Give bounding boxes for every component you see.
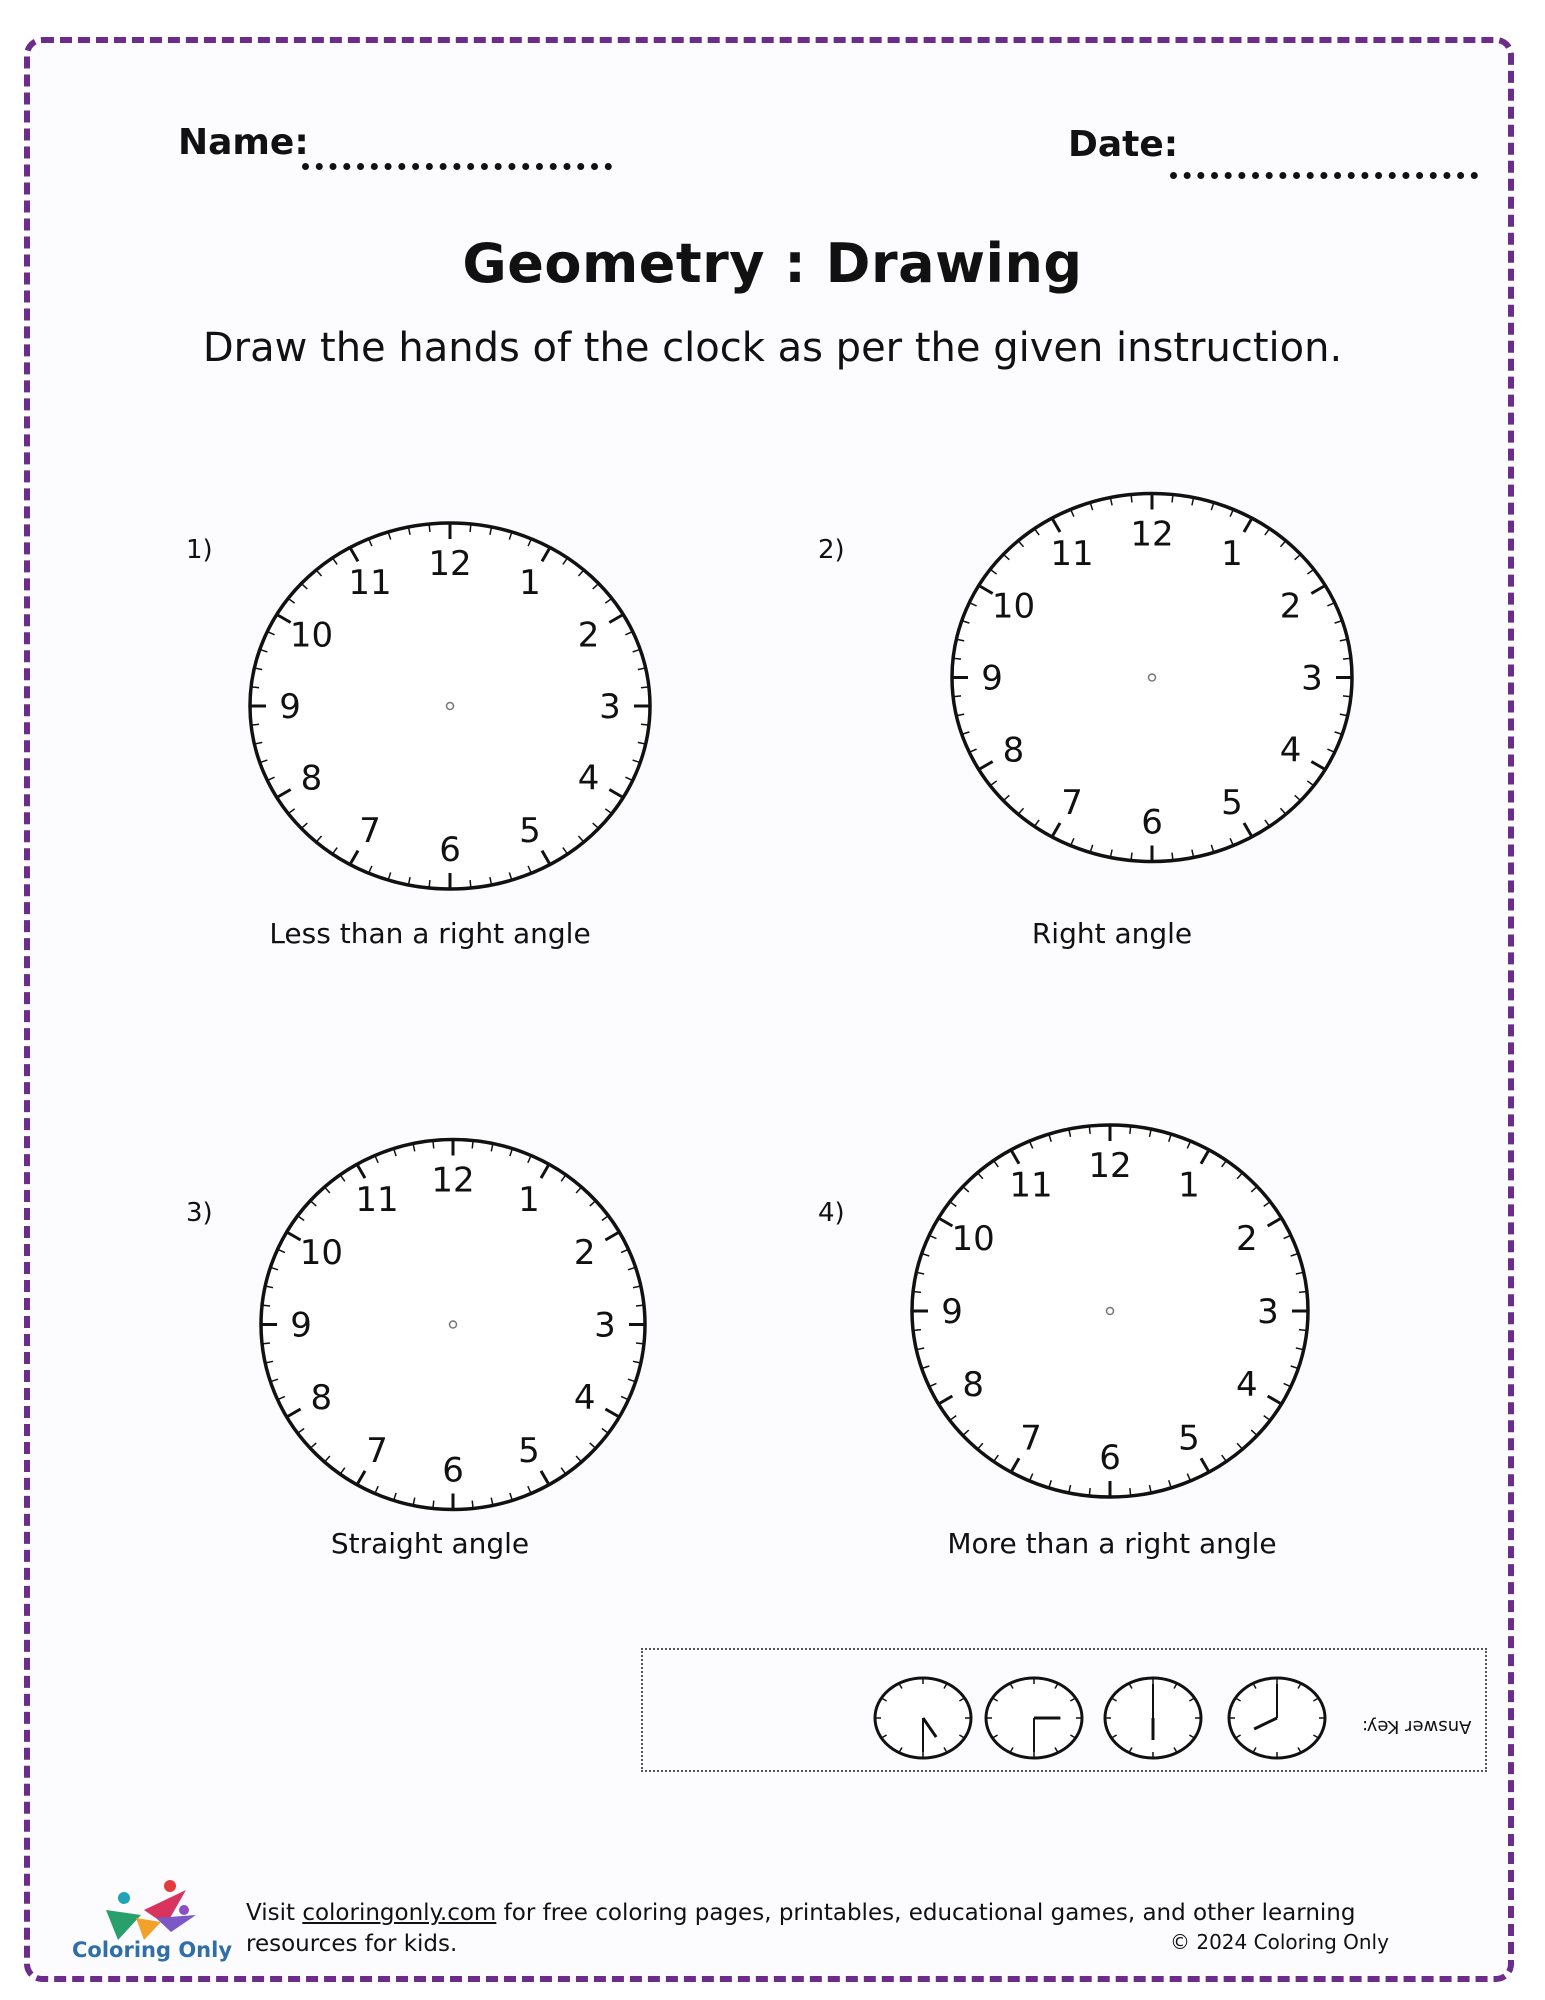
clock-number-11: 11	[348, 563, 392, 604]
minute-tick	[953, 658, 961, 659]
minute-tick	[641, 724, 649, 725]
question-caption-3: Straight angle	[330, 1527, 530, 1560]
answer-key-box	[641, 1648, 1487, 1772]
clock-number-6: 6	[1099, 1438, 1121, 1478]
minute-tick	[1131, 853, 1132, 861]
answer-key-title: Answer Key:	[1361, 1716, 1471, 1737]
question-caption-1: Less than a right angle	[269, 917, 591, 950]
minute-tick	[913, 1292, 921, 1293]
minute-tick	[636, 1343, 644, 1344]
name-field[interactable]	[302, 163, 612, 170]
name-label: Name:	[178, 122, 309, 163]
question-number-2: 2)	[818, 535, 845, 565]
clock-number-10: 10	[991, 586, 1036, 627]
clock-number-3: 3	[594, 1305, 616, 1346]
clock-number-3: 3	[1257, 1292, 1279, 1332]
clock-number-10: 10	[951, 1219, 995, 1259]
minute-tick	[251, 724, 259, 725]
clock-number-5: 5	[1221, 783, 1243, 824]
clock-number-9: 9	[981, 658, 1003, 699]
clock-number-8: 8	[310, 1378, 333, 1418]
clock-number-2: 2	[1279, 586, 1302, 627]
clock-number-2: 2	[577, 615, 600, 656]
minute-tick	[1172, 495, 1173, 503]
minute-tick	[1343, 658, 1351, 659]
clock-number-2: 2	[573, 1233, 596, 1273]
clock-number-6: 6	[439, 830, 461, 870]
minute-tick	[913, 1330, 921, 1331]
clock-number-10: 10	[299, 1233, 343, 1273]
coloringonly-link[interactable]: coloringonly.com	[302, 1900, 497, 1926]
clock-number-1: 1	[1221, 533, 1243, 574]
clock-number-9: 9	[279, 687, 301, 727]
clock-number-7: 7	[359, 810, 381, 851]
clock-number-2: 2	[1236, 1219, 1258, 1259]
clock-number-10: 10	[289, 615, 334, 656]
clock-number-9: 9	[941, 1292, 963, 1332]
clock-number-5: 5	[519, 810, 541, 851]
clock-number-8: 8	[1002, 730, 1025, 771]
clock-number-1: 1	[1178, 1165, 1200, 1206]
date-label: Date:	[1068, 124, 1179, 165]
clock-number-5: 5	[1178, 1418, 1200, 1459]
minute-tick	[262, 1305, 270, 1306]
clock-number-6: 6	[1141, 802, 1163, 843]
minute-tick	[470, 880, 471, 888]
minute-tick	[636, 1305, 644, 1306]
date-field[interactable]	[1170, 172, 1478, 179]
minute-tick	[1343, 696, 1351, 697]
minute-tick	[1089, 1488, 1090, 1496]
clock-face-4[interactable]	[908, 1122, 1312, 1500]
clock-number-11: 11	[355, 1179, 399, 1220]
instruction-text: Draw the hands of the clock as per the given instruction.	[202, 325, 1343, 371]
page-title: Geometry : Drawing	[462, 232, 1083, 295]
answer-clock-3	[1101, 1674, 1205, 1762]
clock-number-11: 11	[1050, 533, 1094, 574]
minute-tick	[429, 880, 430, 888]
brand-name: Coloring Only	[72, 1938, 233, 1962]
minute-tick	[953, 696, 961, 697]
clock-number-7: 7	[1020, 1418, 1042, 1459]
clock-number-8: 8	[962, 1365, 984, 1405]
clock-number-1: 1	[519, 563, 541, 604]
clock-number-7: 7	[366, 1431, 388, 1472]
question-caption-2: Right angle	[1031, 917, 1193, 950]
question-number-3: 3)	[186, 1198, 213, 1228]
clock-number-7: 7	[1061, 783, 1083, 824]
clock-number-4: 4	[573, 1378, 596, 1418]
footer-text: Visit coloringonly.com for free coloring pages, printables, educational games, and other learning resources for kids.	[246, 1900, 1356, 1957]
minute-tick	[1299, 1292, 1307, 1293]
clock-number-12: 12	[1088, 1146, 1132, 1186]
clock-number-8: 8	[300, 758, 323, 799]
minute-tick	[262, 1343, 270, 1344]
clock-number-3: 3	[599, 687, 621, 727]
clock-number-6: 6	[442, 1450, 464, 1491]
minute-tick	[251, 687, 259, 688]
minute-tick	[472, 1141, 473, 1149]
minute-tick	[1172, 853, 1173, 861]
question-number-1: 1)	[186, 535, 213, 565]
clock-number-9: 9	[290, 1305, 312, 1346]
clock-number-4: 4	[1279, 730, 1302, 771]
answer-clock-2	[982, 1674, 1086, 1762]
clock-number-3: 3	[1301, 658, 1323, 699]
clock-number-11: 11	[1009, 1165, 1053, 1206]
answer-clock-4	[1225, 1674, 1329, 1762]
clock-number-12: 12	[1130, 514, 1174, 555]
copyright-text: © 2024 Coloring Only	[1170, 1930, 1389, 1954]
clock-face-3[interactable]	[257, 1136, 649, 1513]
clock-number-12: 12	[431, 1160, 475, 1201]
question-number-4: 4)	[818, 1198, 845, 1228]
clock-face-2[interactable]	[948, 491, 1356, 864]
minute-tick	[433, 1501, 434, 1509]
minute-tick	[1131, 495, 1132, 503]
minute-tick	[641, 687, 649, 688]
question-caption-4: More than a right angle	[947, 1527, 1277, 1560]
clock-number-4: 4	[577, 758, 600, 799]
answer-clock-1	[871, 1674, 975, 1762]
clock-number-1: 1	[518, 1179, 540, 1220]
minute-tick	[1130, 1488, 1131, 1496]
minute-tick	[472, 1501, 473, 1509]
minute-tick	[1130, 1126, 1131, 1134]
clock-number-12: 12	[428, 544, 472, 584]
minute-tick	[433, 1141, 434, 1149]
minute-tick	[1299, 1330, 1307, 1331]
clock-number-4: 4	[1236, 1365, 1258, 1405]
minute-tick	[429, 524, 430, 532]
clock-face-1[interactable]	[246, 520, 654, 892]
minute-tick	[470, 524, 471, 532]
minute-tick	[1089, 1126, 1090, 1134]
clock-number-5: 5	[518, 1431, 540, 1472]
